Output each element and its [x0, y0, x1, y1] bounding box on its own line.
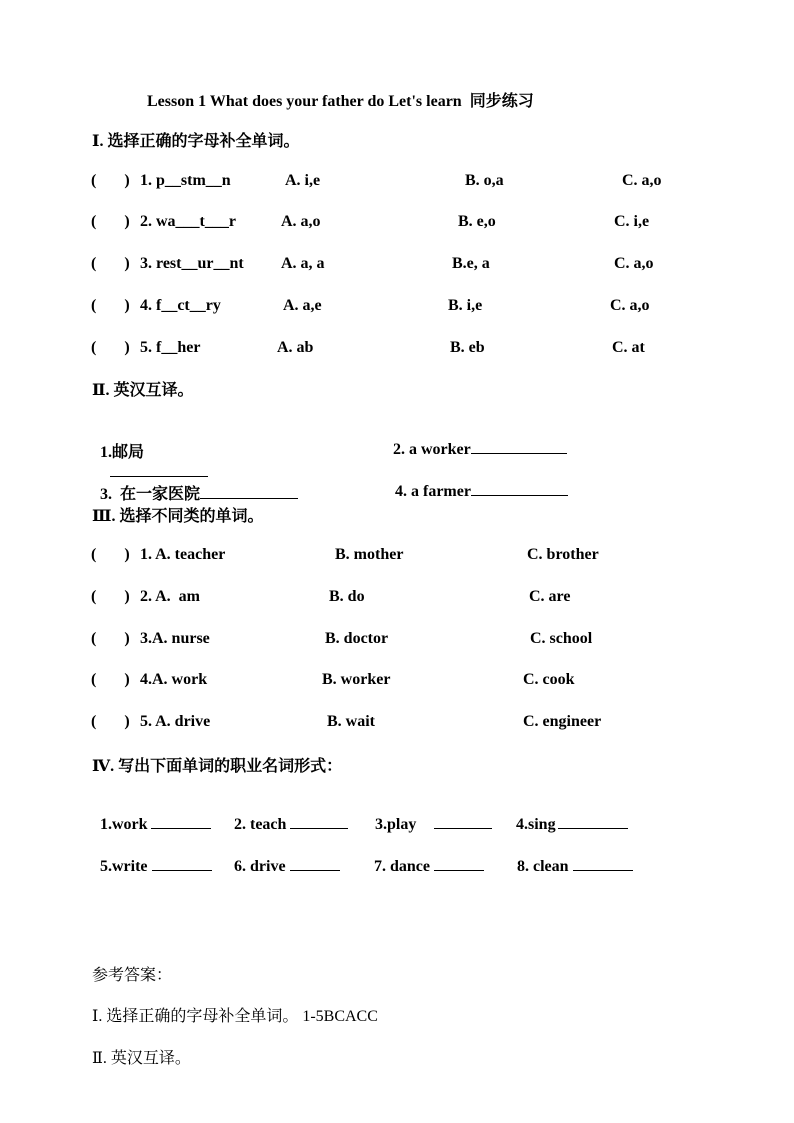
word-item-7 — [366, 838, 484, 876]
answer-paren[interactable]: ( ) — [91, 588, 130, 605]
option-a: 5. A. drive — [140, 713, 211, 730]
option-b: B. o,a — [465, 172, 504, 189]
option-a: A. ab — [277, 339, 314, 356]
option-b: B.e, a — [452, 255, 490, 272]
word-item-5 — [92, 838, 212, 876]
question-stem: 2. wa___t___r — [140, 213, 236, 230]
answers-heading: 参考答案： — [92, 967, 173, 984]
option-b: B. doctor — [325, 630, 389, 647]
word-item-6 — [226, 838, 340, 876]
answer-paren[interactable]: ( ) — [91, 339, 130, 356]
answer-blank[interactable] — [290, 856, 340, 871]
word-prompt: 8. clean — [517, 858, 569, 875]
option-a: A. a,e — [283, 297, 322, 314]
option-b: B. do — [329, 588, 365, 605]
word-prompt: 5.write — [100, 858, 148, 875]
translate-item-2 — [385, 421, 567, 459]
question-stem: 3. rest__ur__nt — [140, 255, 244, 272]
option-c: C. a,o — [622, 172, 662, 189]
word-item-2 — [226, 796, 348, 834]
option-c: C. a,o — [614, 255, 654, 272]
option-b: B. e,o — [458, 213, 496, 230]
answer-blank[interactable] — [290, 814, 348, 829]
answer-blank[interactable] — [434, 814, 492, 829]
option-c: C. school — [530, 630, 593, 647]
translate-prompt: 3. 在一家医院 — [100, 486, 201, 503]
option-c: C. at — [612, 339, 645, 356]
option-c: C. brother — [527, 546, 599, 563]
answer-blank[interactable] — [200, 484, 298, 499]
option-a: 1. A. teacher — [140, 546, 226, 563]
answer-paren[interactable]: ( ) — [91, 671, 130, 688]
option-b: B. eb — [450, 339, 485, 356]
answer-blank[interactable] — [573, 856, 633, 871]
translate-prompt: 4. a farmer — [395, 483, 471, 500]
answer-blank[interactable] — [471, 439, 567, 454]
option-c: C. i,e — [614, 213, 650, 230]
word-prompt: 3.play — [375, 816, 417, 833]
option-a: A. a,o — [281, 213, 321, 230]
answer-blank[interactable] — [151, 814, 211, 829]
word-item-4 — [508, 796, 628, 834]
answer-paren[interactable]: ( ) — [91, 546, 130, 563]
word-prompt: 2. teach — [234, 816, 287, 833]
option-c: C. a,o — [610, 297, 650, 314]
section-4-heading: Ⅳ. 写出下面单词的职业名词形式： — [92, 758, 343, 775]
option-c: C. are — [529, 588, 571, 605]
option-b: B. mother — [335, 546, 404, 563]
word-prompt: 4.sing — [516, 816, 556, 833]
answer-paren[interactable]: ( ) — [91, 713, 130, 730]
option-c: C. engineer — [523, 713, 602, 730]
translate-item-4 — [387, 463, 568, 501]
word-prompt: 1.work — [100, 816, 148, 833]
answer-paren[interactable]: ( ) — [91, 297, 130, 314]
page-title: Lesson 1 What does your father do Let's learn 同步练习 — [147, 93, 534, 110]
question-stem: 1. p__stm__n — [140, 172, 231, 189]
option-b: B. wait — [327, 713, 375, 730]
translate-prompt: 1.邮局 — [100, 444, 145, 461]
answer-blank[interactable] — [558, 814, 628, 829]
answer-blank[interactable] — [434, 856, 484, 871]
question-stem: 5. f__her — [140, 339, 201, 356]
translate-item-3 — [92, 463, 298, 504]
word-prompt: 6. drive — [234, 858, 286, 875]
translate-prompt: 2. a worker — [393, 441, 471, 458]
option-b: B. worker — [322, 671, 391, 688]
answer-paren[interactable]: ( ) — [91, 213, 130, 230]
option-a: 3.A. nurse — [140, 630, 210, 647]
option-a: 2. A. am — [140, 588, 200, 605]
section-3-heading: Ⅲ. 选择不同类的单词。 — [92, 508, 264, 525]
answer-blank[interactable] — [152, 856, 212, 871]
question-stem: 4. f__ct__ry — [140, 297, 221, 314]
answer-paren[interactable]: ( ) — [91, 255, 130, 272]
word-item-1 — [92, 796, 211, 834]
option-a: A. a, a — [281, 255, 325, 272]
section-2-heading: Ⅱ. 英汉互译。 — [92, 382, 194, 399]
answer-blank[interactable] — [471, 481, 568, 496]
option-a: A. i,e — [285, 172, 321, 189]
answer-paren[interactable]: ( ) — [91, 172, 130, 189]
word-prompt: 7. dance — [374, 858, 430, 875]
answer-paren[interactable]: ( ) — [91, 630, 130, 647]
answers-line-1: Ⅰ. 选择正确的字母补全单词。 1-5BCACC — [92, 1008, 378, 1025]
answers-line-2: Ⅱ. 英汉互译。 — [92, 1050, 191, 1067]
word-item-3 — [367, 796, 492, 834]
option-b: B. i,e — [448, 297, 483, 314]
section-1-heading: Ⅰ. 选择正确的字母补全单词。 — [92, 133, 300, 150]
option-c: C. cook — [523, 671, 575, 688]
option-a: 4.A. work — [140, 671, 208, 688]
word-item-8 — [509, 838, 633, 876]
